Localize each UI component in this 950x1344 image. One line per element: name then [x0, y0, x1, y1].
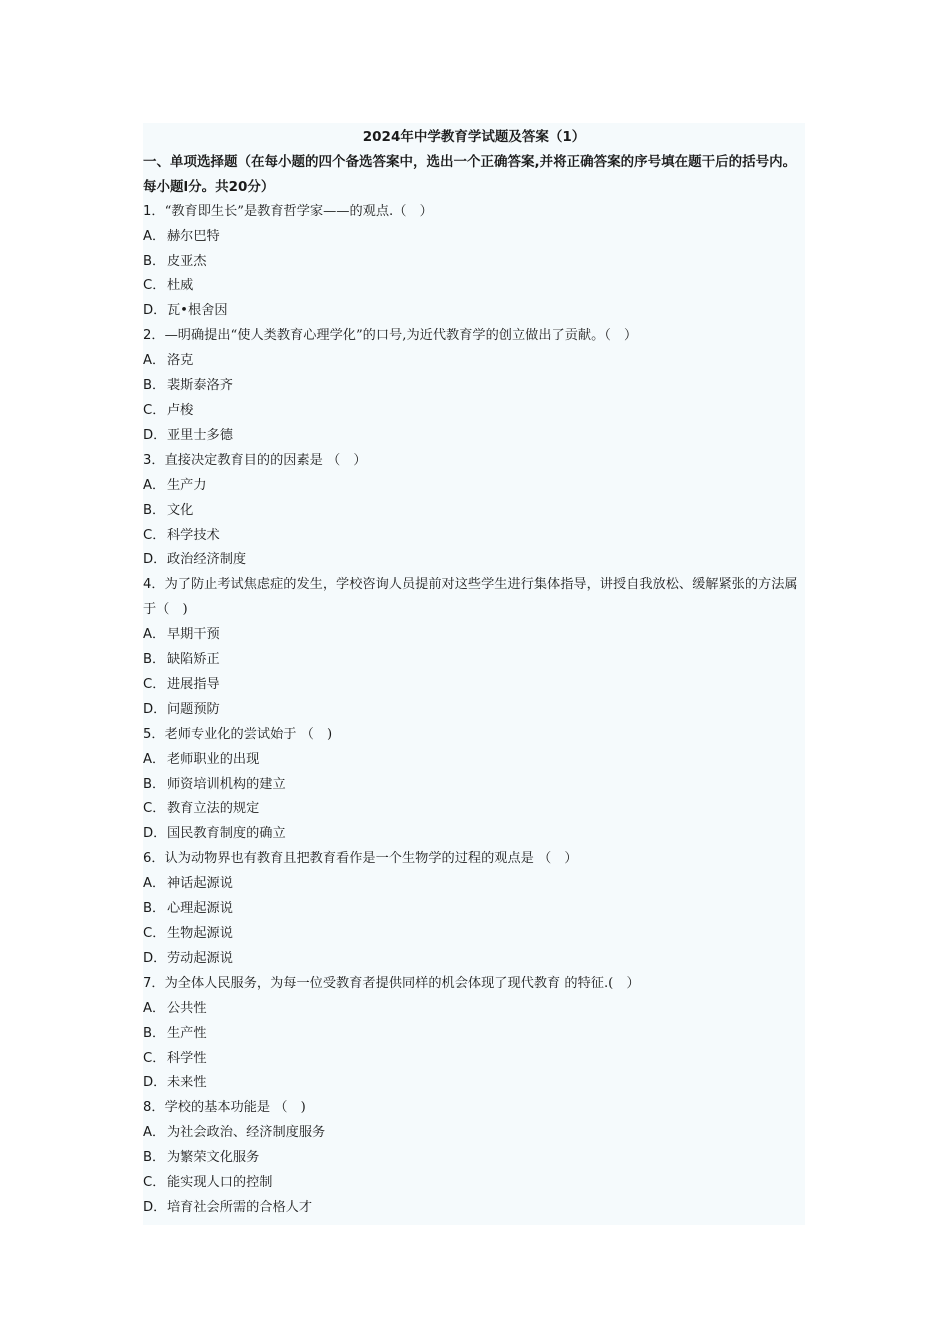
option-letter: B． [143, 253, 166, 269]
question-stem [143, 449, 805, 474]
answer-option [143, 997, 805, 1022]
option-text: 政治经济制度 [167, 552, 247, 568]
question-text: “教育即生长”是教育哲学家——的观点.（ ） [164, 203, 433, 219]
option-text: 缺陷矫正 [167, 652, 220, 668]
question-stem [143, 200, 805, 225]
question-stem [143, 847, 805, 872]
answer-option [143, 797, 805, 822]
option-text: 杜威 [167, 278, 194, 294]
option-letter: D． [143, 701, 167, 717]
option-letter: C． [143, 801, 166, 817]
question-text: 为了防止考试焦虑症的发生，学校咨询人员提前对这些学生进行集体指导，讲授自我放松、缓解紧张的方法属于（ ) [143, 577, 798, 618]
answer-option [143, 374, 805, 399]
answer-option [143, 349, 805, 374]
option-text: 生产性 [167, 1025, 207, 1041]
question-number: 8． [143, 1100, 165, 1116]
option-text: 教育立法的规定 [167, 801, 260, 817]
option-letter: A． [143, 1000, 166, 1016]
question-number: 7． [143, 975, 165, 991]
answer-option [143, 673, 805, 698]
option-text: 文化 [167, 502, 194, 518]
option-text: 师资培训机构的建立 [167, 776, 286, 792]
answer-option [143, 623, 805, 648]
option-text: 早期干预 [167, 627, 220, 643]
question-stem [143, 573, 805, 623]
option-letter: A． [143, 1125, 166, 1141]
answer-option [143, 698, 805, 723]
answer-option [143, 499, 805, 524]
question-text: 学校的基本功能是 （ ) [164, 1100, 306, 1116]
option-letter: B． [143, 378, 166, 394]
answer-option [143, 1047, 805, 1072]
answer-option [143, 1196, 805, 1221]
option-text: 进展指导 [167, 676, 220, 692]
option-letter: C． [143, 402, 166, 418]
document-body [143, 123, 805, 1225]
question-number: 1． [143, 203, 165, 219]
option-text: 裴斯泰洛齐 [167, 378, 233, 394]
option-letter: D． [143, 950, 167, 966]
option-letter: B． [143, 652, 166, 668]
question-number: 3． [143, 452, 165, 468]
option-letter: A． [143, 751, 166, 767]
answer-option [143, 1121, 805, 1146]
answer-option [143, 822, 805, 847]
option-letter: C． [143, 1175, 166, 1191]
option-text: 为繁荣文化服务 [167, 1150, 260, 1166]
answer-option [143, 773, 805, 798]
option-letter: C． [143, 926, 166, 941]
answer-option [143, 1022, 805, 1047]
option-text: 卢梭 [167, 402, 194, 418]
option-text: 亚里士多德 [167, 427, 233, 443]
question-stem [143, 972, 805, 997]
answer-option [143, 648, 805, 673]
answer-option [143, 922, 805, 947]
answer-option [143, 548, 805, 573]
option-letter: B． [143, 901, 166, 917]
option-letter: A． [143, 353, 166, 369]
question-list [143, 200, 805, 1221]
option-text: 神话起源说 [167, 876, 233, 892]
option-text: 科学性 [167, 1050, 207, 1066]
option-text: 未来性 [167, 1075, 207, 1091]
option-text: 皮亚杰 [167, 253, 207, 269]
answer-option [143, 424, 805, 449]
option-text: 瓦•根舍因 [167, 303, 228, 319]
question-text: 直接决定教育目的的因素是 （ ） [164, 452, 367, 468]
option-letter: A． [143, 627, 166, 643]
option-letter: D． [143, 1075, 167, 1091]
answer-option [143, 748, 805, 773]
question-number: 4． [143, 577, 165, 593]
answer-option [143, 299, 805, 324]
option-text: 洛克 [167, 353, 194, 369]
option-text: 国民教育制度的确立 [167, 826, 286, 842]
option-letter: C． [143, 278, 166, 294]
option-letter: A． [143, 876, 166, 892]
option-letter: D． [143, 427, 167, 443]
option-text: 劳动起源说 [167, 950, 233, 966]
answer-option [143, 1171, 805, 1196]
option-text: 科学技术 [167, 527, 220, 543]
option-letter: C． [143, 527, 166, 543]
option-letter: C． [143, 676, 166, 692]
answer-option [143, 897, 805, 922]
document-title: 2024年中学教育学试题及答案（1） [362, 129, 586, 145]
option-letter: D． [143, 303, 167, 319]
answer-option [143, 872, 805, 897]
question-stem [143, 1096, 805, 1121]
question-text: 老师专业化的尝试始于 （ ) [164, 726, 333, 742]
option-text: 培育社会所需的合格人才 [167, 1199, 313, 1215]
option-text: 公共性 [167, 1000, 207, 1016]
option-text: 生物起源说 [167, 926, 233, 941]
option-letter: B． [143, 1150, 166, 1166]
question-stem [143, 324, 805, 349]
answer-option [143, 274, 805, 299]
option-letter: A． [143, 477, 166, 493]
answer-option [143, 225, 805, 250]
option-letter: A． [143, 228, 166, 244]
question-text: 为全体人民服务，为每一位受教育者提供同样的机会体现了现代教育 的特征.( ） [164, 975, 640, 991]
answer-option [143, 1071, 805, 1096]
option-letter: B． [143, 1025, 166, 1041]
option-letter: B． [143, 776, 166, 792]
option-text: 老师职业的出现 [167, 751, 260, 767]
option-text: 生产力 [167, 477, 207, 493]
option-text: 心理起源说 [167, 901, 233, 917]
question-number: 6． [143, 851, 165, 867]
answer-option [143, 1146, 805, 1171]
option-text: 为社会政治、经济制度服务 [167, 1125, 326, 1141]
option-text: 赫尔巴特 [167, 228, 220, 244]
answer-option [143, 250, 805, 275]
question-number: 2． [143, 328, 165, 344]
option-letter: D． [143, 826, 167, 842]
answer-option [143, 474, 805, 499]
option-text: 能实现人口的控制 [167, 1175, 273, 1191]
question-text: 认为动物界也有教育且把教育看作是一个生物学的过程的观点是 （ ） [164, 851, 578, 867]
option-text: 问题预防 [167, 701, 220, 717]
option-letter: C． [143, 1050, 166, 1066]
section-instructions: 一、单项选择题（在每小题的四个备选答案中，选出一个正确答案,并将正确答案的序号填在题干后的括号内。每小题l分。共20分） [143, 153, 797, 195]
question-text: —明确提出“使人类教育心理学化”的口号,为近代教育学的创立做出了贡献。（ ） [164, 328, 638, 344]
option-letter: D． [143, 552, 167, 568]
question-number: 5． [143, 726, 165, 742]
answer-option [143, 947, 805, 972]
answer-option [143, 524, 805, 549]
option-letter: B． [143, 502, 166, 518]
option-letter: D． [143, 1199, 167, 1215]
question-stem [143, 723, 805, 748]
answer-option [143, 399, 805, 424]
